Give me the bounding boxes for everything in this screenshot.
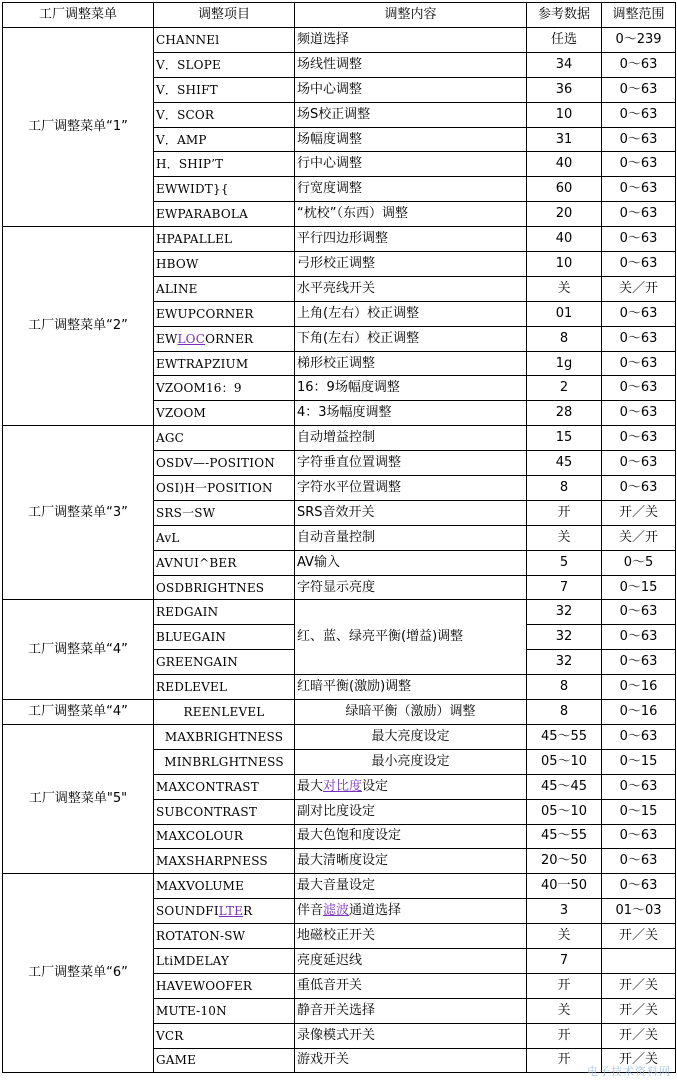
range-cell: 0～63 [602, 77, 676, 102]
content-cell: 重低音开关 [295, 973, 527, 998]
text-part: ORNER [205, 331, 254, 346]
content-cell: 最小亮度设定 [295, 749, 527, 774]
content-cell: 自动增益控制 [295, 426, 527, 451]
content-cell: 最大清晰度设定 [295, 849, 527, 874]
content-cell: 绿暗平衡（激励）调整 [295, 700, 527, 725]
item-code-cell: ROTATON-SW [154, 924, 295, 949]
table-row [3, 724, 676, 749]
range-cell: 0～63 [602, 426, 676, 451]
factory-adjustment-table [2, 2, 676, 1073]
item-code-cell: V．SLOPE [154, 52, 295, 77]
header-menu: 工厂调整菜单 [3, 3, 154, 28]
range-cell: 0～63 [602, 351, 676, 376]
hyperlink-text[interactable]: 滤波 [323, 903, 350, 919]
ref-data-cell: 8 [527, 675, 602, 700]
range-cell: 0～63 [602, 724, 676, 749]
content-cell-merged: 红、蓝、绿亮平衡(增益)调整 [295, 600, 527, 675]
header-item: 调整项目 [154, 3, 295, 28]
hyperlink-text[interactable]: LTE [218, 904, 244, 919]
content-cell: 地磁校正开关 [295, 924, 527, 949]
content-cell: 红暗平衡(激励)调整 [295, 675, 527, 700]
item-code-cell: MUTE-10N [154, 998, 295, 1023]
hyperlink-text[interactable]: LOC [177, 331, 206, 346]
text-part: SOUNDFI [156, 904, 219, 919]
ref-data-cell: 40 [527, 152, 602, 177]
item-code-cell: ALINE [154, 276, 295, 301]
range-cell: 0～63 [602, 451, 676, 476]
item-code-cell: HBOW [154, 252, 295, 277]
ref-data-cell: 3 [527, 899, 602, 924]
ref-data-cell: 15 [527, 426, 602, 451]
ref-data-cell: 关 [527, 276, 602, 301]
item-code-cell: V．SHIFT [154, 77, 295, 102]
content-cell: 亮度延迟线 [295, 948, 527, 973]
range-cell: 0～63 [602, 476, 676, 501]
content-cell: 梯形校正调整 [295, 351, 527, 376]
range-cell: 0～63 [602, 849, 676, 874]
range-cell [602, 948, 676, 973]
item-code-cell: EWUPCORNER [154, 301, 295, 326]
item-code-cell: REDGAIN [154, 600, 295, 625]
item-code-cell: V．SCOR [154, 102, 295, 127]
ref-data-cell: 开 [527, 1048, 602, 1073]
content-cell: 自动音量控制 [295, 525, 527, 550]
item-code-cell: OSDBRIGHTNES [154, 575, 295, 600]
table-row [3, 28, 676, 53]
range-cell: 关／开 [602, 276, 676, 301]
ref-data-cell: 8 [527, 326, 602, 351]
ref-data-cell: 关 [527, 924, 602, 949]
ref-data-cell: 01 [527, 301, 602, 326]
item-code-cell: AVNUI^BER [154, 550, 295, 575]
table-row [3, 227, 676, 252]
content-cell: 最大音量设定 [295, 874, 527, 899]
table-body [3, 28, 676, 1073]
item-code-cell: VCR [154, 1023, 295, 1048]
ref-data-cell: 关 [527, 998, 602, 1023]
item-code-cell: MAXCOLOUR [154, 824, 295, 849]
watermark-logo: 电子技术资料网 [587, 1065, 671, 1078]
content-cell: 16：9场幅度调整 [295, 376, 527, 401]
range-cell: 开／关 [602, 973, 676, 998]
menu-cell: 工厂调整菜单“1” [3, 28, 154, 227]
content-cell: 4：3场幅度调整 [295, 401, 527, 426]
text-part: R [243, 904, 253, 919]
content-cell: 静音开关选择 [295, 998, 527, 1023]
content-cell: 副对比度设定 [295, 799, 527, 824]
item-code-cell: REENLEVEL [154, 700, 295, 725]
item-code-cell: BLUEGAIN [154, 625, 295, 650]
range-cell: 0～63 [602, 252, 676, 277]
item-code-cell: LtiMDELAY [154, 948, 295, 973]
range-cell: 0～16 [602, 700, 676, 725]
table-row [3, 426, 676, 451]
range-cell: 0～63 [602, 401, 676, 426]
ref-data-cell: 60 [527, 177, 602, 202]
ref-data-cell: 1g [527, 351, 602, 376]
content-cell: 频道选择 [295, 28, 527, 53]
ref-data-cell: 32 [527, 600, 602, 625]
item-code-cell: V．AMP [154, 127, 295, 152]
item-code-cell: H．SHIP’T [154, 152, 295, 177]
item-code-cell: AvL [154, 525, 295, 550]
item-code-cell: GREENGAIN [154, 650, 295, 675]
range-cell: 开／关 [602, 500, 676, 525]
ref-data-cell: 45～55 [527, 724, 602, 749]
item-code-cell: VZOOM [154, 401, 295, 426]
content-cell: 录像模式开关 [295, 1023, 527, 1048]
range-cell: 0～63 [602, 127, 676, 152]
item-code-cell: SUBCONTRAST [154, 799, 295, 824]
content-cell: 最大亮度设定 [295, 724, 527, 749]
range-cell: 0～63 [602, 625, 676, 650]
item-code-cell [154, 326, 295, 351]
ref-data-cell: 28 [527, 401, 602, 426]
ref-data-cell: 34 [527, 52, 602, 77]
item-code-cell: EWTRAPZIUM [154, 351, 295, 376]
content-cell: 场线性调整 [295, 52, 527, 77]
range-cell: 0～63 [602, 774, 676, 799]
content-cell: 字符水平位置调整 [295, 476, 527, 501]
menu-cell: 工厂调整菜单“6” [3, 874, 154, 1073]
range-cell: 0～63 [602, 52, 676, 77]
header-content: 调整内容 [295, 3, 527, 28]
text-part: 最大 [297, 778, 324, 794]
item-code-cell: HAVEWOOFER [154, 973, 295, 998]
content-cell: 场幅度调整 [295, 127, 527, 152]
menu-cell: 工厂调整菜单“4” [3, 600, 154, 700]
item-code-cell: CHANNEl [154, 28, 295, 53]
item-code-cell: EWPARABOLA [154, 202, 295, 227]
ref-data-cell: 05～10 [527, 799, 602, 824]
range-cell: 0～5 [602, 550, 676, 575]
ref-data-cell: 32 [527, 650, 602, 675]
range-cell: 0～15 [602, 799, 676, 824]
range-cell: 0～15 [602, 575, 676, 600]
content-cell: 字符显示亮度 [295, 575, 527, 600]
item-code-cell: MAXBRIGHTNESS [154, 724, 295, 749]
ref-data-cell: 10 [527, 252, 602, 277]
content-cell: 字符垂直位置调整 [295, 451, 527, 476]
range-cell: 0～16 [602, 675, 676, 700]
ref-data-cell: 开 [527, 1023, 602, 1048]
item-code-cell: REDLEVEL [154, 675, 295, 700]
content-cell: AV输入 [295, 550, 527, 575]
item-code-cell: OSDV—-POSITION [154, 451, 295, 476]
content-cell: 上角(左右）校正调整 [295, 301, 527, 326]
ref-data-cell: 45 [527, 451, 602, 476]
ref-data-cell: 5 [527, 550, 602, 575]
item-code-cell: GAME [154, 1048, 295, 1073]
text-part: 通道选择 [349, 903, 402, 919]
range-cell: 关／开 [602, 525, 676, 550]
ref-data-cell: 任选 [527, 28, 602, 53]
item-code-cell: SRS一SW [154, 500, 295, 525]
range-cell: 0～63 [602, 202, 676, 227]
range-cell: 0～15 [602, 749, 676, 774]
ref-data-cell: 45～55 [527, 824, 602, 849]
range-cell: 开／关 [602, 924, 676, 949]
ref-data-cell: 32 [527, 625, 602, 650]
range-cell: 0～63 [602, 102, 676, 127]
range-cell: 0～63 [602, 824, 676, 849]
ref-data-cell: 2 [527, 376, 602, 401]
ref-data-cell: 45～45 [527, 774, 602, 799]
menu-cell: 工厂调整菜单“2” [3, 227, 154, 426]
range-cell: 开／关 [602, 998, 676, 1023]
item-code-cell: OSI)H一POSITION [154, 476, 295, 501]
content-cell [295, 899, 527, 924]
ref-data-cell: 05～10 [527, 749, 602, 774]
content-cell: 场S校正调整 [295, 102, 527, 127]
range-cell: 0～63 [602, 326, 676, 351]
content-cell: 最大色饱和度设定 [295, 824, 527, 849]
hyperlink-text[interactable]: 对比度 [323, 778, 363, 794]
content-cell: 平行四边形调整 [295, 227, 527, 252]
item-code-cell: HPAPALLEL [154, 227, 295, 252]
content-cell: “枕校”（东西）调整 [295, 202, 527, 227]
ref-data-cell: 31 [527, 127, 602, 152]
content-cell: 场中心调整 [295, 77, 527, 102]
ref-data-cell: 40一50 [527, 874, 602, 899]
range-cell: 0～63 [602, 301, 676, 326]
range-cell: 开／关 [602, 1023, 676, 1048]
range-cell: 0～63 [602, 600, 676, 625]
range-cell: 01～03 [602, 899, 676, 924]
range-cell: 0～63 [602, 152, 676, 177]
item-code-cell: MINBRLGHTNESS [154, 749, 295, 774]
item-code-cell [154, 899, 295, 924]
menu-cell: 工厂调整菜单“3” [3, 426, 154, 600]
ref-data-cell: 8 [527, 476, 602, 501]
menu-cell: 工厂调整菜单“4” [3, 700, 154, 725]
content-cell: 水平亮线开关 [295, 276, 527, 301]
item-code-cell: EWWIDT}{ [154, 177, 295, 202]
header-range: 调整范围 [602, 3, 676, 28]
item-code-cell: MAXSHARPNESS [154, 849, 295, 874]
ref-data-cell: 36 [527, 77, 602, 102]
ref-data-cell: 20 [527, 202, 602, 227]
item-code-cell: MAXCONTRAST [154, 774, 295, 799]
range-cell: 0～63 [602, 650, 676, 675]
ref-data-cell: 7 [527, 575, 602, 600]
range-cell: 0～63 [602, 177, 676, 202]
table-row [3, 600, 676, 625]
header-ref: 参考数据 [527, 3, 602, 28]
ref-data-cell: 8 [527, 700, 602, 725]
ref-data-cell: 10 [527, 102, 602, 127]
text-part: 伴音 [297, 903, 324, 919]
text-part: 设定 [362, 778, 389, 794]
item-code-cell: AGC [154, 426, 295, 451]
table-row [3, 700, 676, 725]
content-cell: 弓形校正调整 [295, 252, 527, 277]
ref-data-cell: 20～50 [527, 849, 602, 874]
content-cell: 下角(左右）校正调整 [295, 326, 527, 351]
range-cell: 开／关 [602, 1048, 676, 1073]
ref-data-cell: 7 [527, 948, 602, 973]
content-cell: 游戏开关 [295, 1048, 527, 1073]
menu-cell: 工厂调整菜单"5" [3, 724, 154, 873]
range-cell: 0～63 [602, 874, 676, 899]
content-cell: 行宽度调整 [295, 177, 527, 202]
range-cell: 0～63 [602, 376, 676, 401]
item-code-cell: MAXVOLUME [154, 874, 295, 899]
content-cell: 行中心调整 [295, 152, 527, 177]
text-part: EW [156, 331, 178, 346]
ref-data-cell: 关 [527, 525, 602, 550]
range-cell: 0～239 [602, 28, 676, 53]
ref-data-cell: 40 [527, 227, 602, 252]
content-cell: SRS音效开关 [295, 500, 527, 525]
item-code-cell: VZOOM16：9 [154, 376, 295, 401]
ref-data-cell: 开 [527, 973, 602, 998]
range-cell: 0～63 [602, 227, 676, 252]
ref-data-cell: 开 [527, 500, 602, 525]
header-row [3, 3, 676, 28]
content-cell [295, 774, 527, 799]
table-row [3, 874, 676, 899]
